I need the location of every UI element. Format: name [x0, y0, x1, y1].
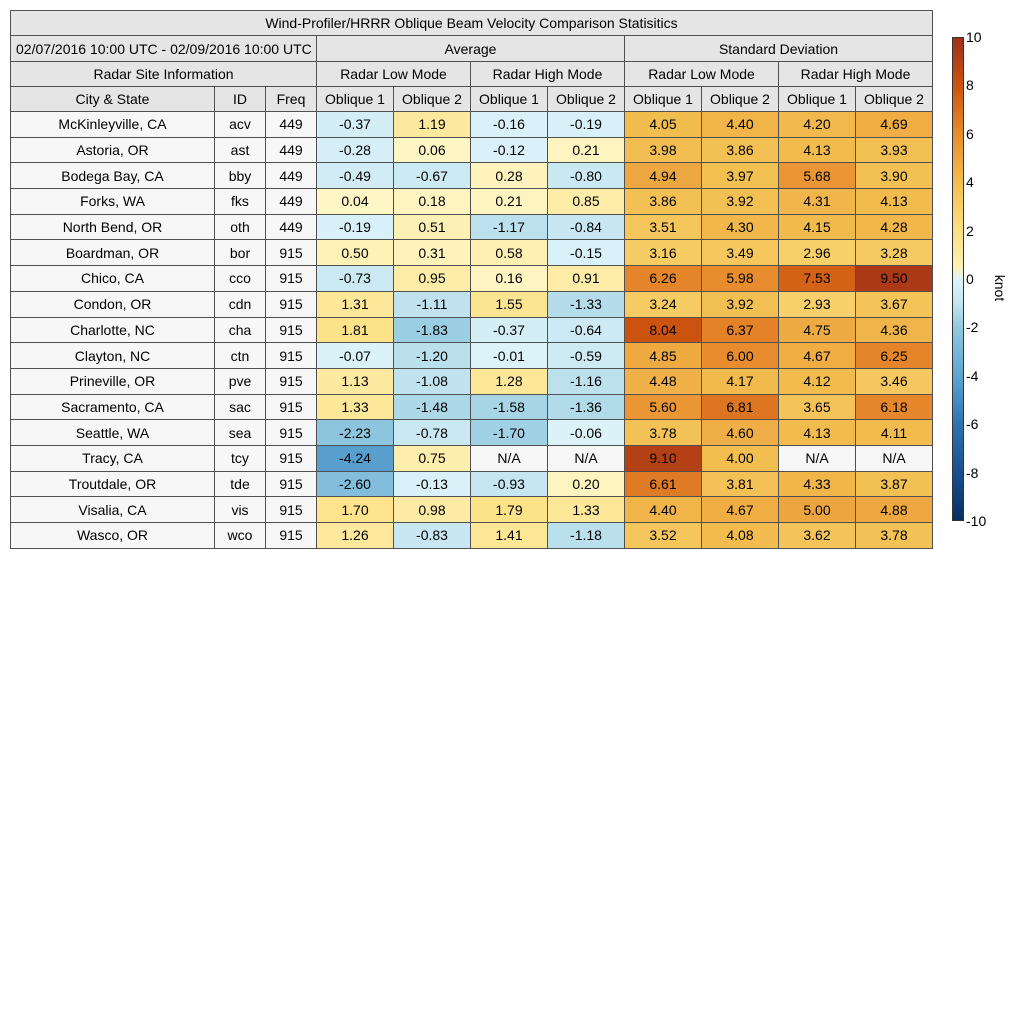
city-cell: Astoria, OR: [11, 137, 215, 163]
colorbar-tick-label: -2: [966, 319, 979, 336]
std-dev-value-cell: 4.40: [625, 497, 702, 523]
average-value-cell: -0.59: [548, 343, 625, 369]
std-dev-value-cell: 3.86: [702, 137, 779, 163]
freq-cell: 915: [266, 420, 317, 446]
column-header-freq: Freq: [266, 87, 317, 112]
column-header-avg-high-oblique-1: Oblique 1: [471, 87, 548, 112]
std-dev-value-cell: N/A: [779, 445, 856, 471]
std-dev-value-cell: 3.92: [702, 189, 779, 215]
city-cell: Condon, OR: [11, 291, 215, 317]
std-dev-value-cell: 2.93: [779, 291, 856, 317]
colorbar-tick-label: 2: [966, 222, 974, 239]
id-cell: ctn: [215, 343, 266, 369]
freq-cell: 915: [266, 317, 317, 343]
id-cell: fks: [215, 189, 266, 215]
std-dev-value-cell: 4.36: [856, 317, 933, 343]
freq-cell: 449: [266, 112, 317, 138]
std-dev-header: Standard Deviation: [625, 36, 933, 62]
average-value-cell: 1.13: [317, 368, 394, 394]
id-cell: sac: [215, 394, 266, 420]
column-header-std-high-oblique-2: Oblique 2: [856, 87, 933, 112]
table-row: [11, 137, 933, 163]
column-header-avg-low-oblique-2: Oblique 2: [394, 87, 471, 112]
average-value-cell: 1.79: [471, 497, 548, 523]
column-header-avg-low-oblique-1: Oblique 1: [317, 87, 394, 112]
std-dev-value-cell: 9.10: [625, 445, 702, 471]
average-value-cell: 0.20: [548, 471, 625, 497]
std-dev-value-cell: 4.00: [702, 445, 779, 471]
city-cell: North Bend, OR: [11, 214, 215, 240]
std-dev-value-cell: 3.78: [856, 523, 933, 549]
std-high-mode-header: Radar High Mode: [779, 62, 933, 87]
average-value-cell: -0.37: [471, 317, 548, 343]
table-row: [11, 471, 933, 497]
std-dev-value-cell: 5.60: [625, 394, 702, 420]
column-header-avg-high-oblique-2: Oblique 2: [548, 87, 625, 112]
std-dev-value-cell: 3.24: [625, 291, 702, 317]
std-dev-value-cell: N/A: [856, 445, 933, 471]
average-value-cell: -0.12: [471, 137, 548, 163]
freq-cell: 915: [266, 471, 317, 497]
std-dev-value-cell: 6.61: [625, 471, 702, 497]
average-value-cell: 1.70: [317, 497, 394, 523]
std-dev-value-cell: 4.12: [779, 368, 856, 394]
average-value-cell: -2.60: [317, 471, 394, 497]
std-dev-value-cell: 3.67: [856, 291, 933, 317]
id-cell: tcy: [215, 445, 266, 471]
std-dev-value-cell: 4.48: [625, 368, 702, 394]
table-row: [11, 523, 933, 549]
freq-cell: 915: [266, 523, 317, 549]
average-value-cell: -0.19: [317, 214, 394, 240]
std-dev-value-cell: 3.62: [779, 523, 856, 549]
std-dev-value-cell: 5.68: [779, 163, 856, 189]
id-cell: pve: [215, 368, 266, 394]
std-dev-value-cell: 4.31: [779, 189, 856, 215]
table-row: [11, 189, 933, 215]
average-value-cell: 0.04: [317, 189, 394, 215]
freq-cell: 449: [266, 189, 317, 215]
average-value-cell: 1.55: [471, 291, 548, 317]
std-dev-value-cell: 3.78: [625, 420, 702, 446]
average-value-cell: -0.93: [471, 471, 548, 497]
colorbar-tick-label: 10: [966, 29, 982, 45]
id-cell: wco: [215, 523, 266, 549]
std-dev-value-cell: 4.33: [779, 471, 856, 497]
table-row: [11, 317, 933, 343]
average-value-cell: -0.84: [548, 214, 625, 240]
std-dev-value-cell: 4.28: [856, 214, 933, 240]
site-info-header: Radar Site Information: [11, 62, 317, 87]
date-range-header: 02/07/2016 10:00 UTC - 02/09/2016 10:00 UTC: [11, 36, 317, 62]
average-value-cell: -0.16: [471, 112, 548, 138]
average-value-cell: -1.83: [394, 317, 471, 343]
average-value-cell: -0.06: [548, 420, 625, 446]
std-low-mode-header: Radar Low Mode: [625, 62, 779, 87]
std-dev-value-cell: 4.13: [779, 420, 856, 446]
average-value-cell: 0.21: [548, 137, 625, 163]
std-dev-value-cell: 7.53: [779, 266, 856, 292]
average-value-cell: -1.18: [548, 523, 625, 549]
table-row: [11, 368, 933, 394]
colorbar-unit-label: knot: [992, 274, 1008, 302]
average-value-cell: -1.16: [548, 368, 625, 394]
std-dev-value-cell: 6.00: [702, 343, 779, 369]
average-value-cell: 0.95: [394, 266, 471, 292]
std-dev-value-cell: 6.81: [702, 394, 779, 420]
std-dev-value-cell: 4.17: [702, 368, 779, 394]
average-value-cell: -1.36: [548, 394, 625, 420]
std-dev-value-cell: 3.87: [856, 471, 933, 497]
column-header-std-low-oblique-2: Oblique 2: [702, 87, 779, 112]
city-cell: McKinleyville, CA: [11, 112, 215, 138]
column-header-id: ID: [215, 87, 266, 112]
average-value-cell: 1.28: [471, 368, 548, 394]
std-dev-value-cell: 4.30: [702, 214, 779, 240]
freq-cell: 449: [266, 163, 317, 189]
average-value-cell: 1.33: [548, 497, 625, 523]
std-dev-value-cell: 5.00: [779, 497, 856, 523]
freq-cell: 915: [266, 368, 317, 394]
average-value-cell: 0.28: [471, 163, 548, 189]
average-value-cell: -1.48: [394, 394, 471, 420]
avg-low-mode-header: Radar Low Mode: [317, 62, 471, 87]
table-row: [11, 163, 933, 189]
average-value-cell: -0.73: [317, 266, 394, 292]
average-value-cell: N/A: [548, 445, 625, 471]
average-value-cell: -0.83: [394, 523, 471, 549]
city-cell: Chico, CA: [11, 266, 215, 292]
id-cell: bby: [215, 163, 266, 189]
average-value-cell: 0.85: [548, 189, 625, 215]
average-value-cell: -0.37: [317, 112, 394, 138]
average-value-cell: 1.31: [317, 291, 394, 317]
average-value-cell: 0.51: [394, 214, 471, 240]
average-value-cell: -1.08: [394, 368, 471, 394]
average-value-cell: 0.18: [394, 189, 471, 215]
table-row: [11, 420, 933, 446]
std-dev-value-cell: 3.93: [856, 137, 933, 163]
table-row: [11, 394, 933, 420]
std-dev-value-cell: 3.98: [625, 137, 702, 163]
std-dev-value-cell: 4.67: [779, 343, 856, 369]
average-value-cell: -1.11: [394, 291, 471, 317]
average-value-cell: -1.58: [471, 394, 548, 420]
id-cell: cco: [215, 266, 266, 292]
table-row: [11, 445, 933, 471]
table-row: [11, 214, 933, 240]
column-header-std-high-oblique-1: Oblique 1: [779, 87, 856, 112]
std-dev-value-cell: 4.40: [702, 112, 779, 138]
average-value-cell: -0.64: [548, 317, 625, 343]
freq-cell: 915: [266, 445, 317, 471]
city-cell: Seattle, WA: [11, 420, 215, 446]
average-value-cell: -0.28: [317, 137, 394, 163]
average-value-cell: 0.50: [317, 240, 394, 266]
average-value-cell: 1.19: [394, 112, 471, 138]
std-dev-value-cell: 4.85: [625, 343, 702, 369]
std-dev-value-cell: 6.26: [625, 266, 702, 292]
colorbar-tick-label: 6: [966, 125, 974, 142]
std-dev-value-cell: 4.69: [856, 112, 933, 138]
city-cell: Wasco, OR: [11, 523, 215, 549]
colorbar-tick-label: 8: [966, 77, 974, 94]
average-value-cell: -0.15: [548, 240, 625, 266]
std-dev-value-cell: 3.49: [702, 240, 779, 266]
std-dev-value-cell: 4.15: [779, 214, 856, 240]
id-cell: acv: [215, 112, 266, 138]
std-dev-value-cell: 2.96: [779, 240, 856, 266]
average-value-cell: -0.13: [394, 471, 471, 497]
colorbar-tick-label: -8: [966, 464, 979, 481]
freq-cell: 915: [266, 291, 317, 317]
average-value-cell: -1.17: [471, 214, 548, 240]
std-dev-value-cell: 3.65: [779, 394, 856, 420]
std-dev-value-cell: 3.86: [625, 189, 702, 215]
std-dev-value-cell: 3.92: [702, 291, 779, 317]
std-dev-value-cell: 4.94: [625, 163, 702, 189]
average-value-cell: -0.01: [471, 343, 548, 369]
colorbar-tick-label: 4: [966, 174, 974, 191]
freq-cell: 915: [266, 343, 317, 369]
city-cell: Charlotte, NC: [11, 317, 215, 343]
freq-cell: 449: [266, 214, 317, 240]
table-row: [11, 240, 933, 266]
id-cell: cha: [215, 317, 266, 343]
id-cell: ast: [215, 137, 266, 163]
std-dev-value-cell: 4.08: [702, 523, 779, 549]
table-row: [11, 266, 933, 292]
average-value-cell: 1.41: [471, 523, 548, 549]
city-cell: Tracy, CA: [11, 445, 215, 471]
colorbar-tick-label: -4: [966, 367, 979, 384]
std-dev-value-cell: 6.18: [856, 394, 933, 420]
average-value-cell: 0.06: [394, 137, 471, 163]
average-value-cell: 0.75: [394, 445, 471, 471]
std-dev-value-cell: 4.13: [779, 137, 856, 163]
city-cell: Visalia, CA: [11, 497, 215, 523]
city-cell: Bodega Bay, CA: [11, 163, 215, 189]
std-dev-value-cell: 4.13: [856, 189, 933, 215]
column-header-std-low-oblique-1: Oblique 1: [625, 87, 702, 112]
freq-cell: 915: [266, 497, 317, 523]
std-dev-value-cell: 3.52: [625, 523, 702, 549]
table-row: [11, 343, 933, 369]
table-row: [11, 112, 933, 138]
std-dev-value-cell: 4.67: [702, 497, 779, 523]
average-value-cell: 0.58: [471, 240, 548, 266]
std-dev-value-cell: 4.88: [856, 497, 933, 523]
std-dev-value-cell: 3.81: [702, 471, 779, 497]
average-value-cell: 0.31: [394, 240, 471, 266]
std-dev-value-cell: 4.05: [625, 112, 702, 138]
freq-cell: 449: [266, 137, 317, 163]
colorbar-tick-label: -6: [966, 416, 979, 433]
std-dev-value-cell: 4.60: [702, 420, 779, 446]
std-dev-value-cell: 3.51: [625, 214, 702, 240]
std-dev-value-cell: 9.50: [856, 266, 933, 292]
average-value-cell: -0.49: [317, 163, 394, 189]
average-value-cell: -1.20: [394, 343, 471, 369]
std-dev-value-cell: 3.90: [856, 163, 933, 189]
table-title: Wind-Profiler/HRRR Oblique Beam Velocity Comparison Statisitics: [11, 11, 933, 36]
average-value-cell: 0.91: [548, 266, 625, 292]
average-value-cell: -4.24: [317, 445, 394, 471]
city-cell: Clayton, NC: [11, 343, 215, 369]
std-dev-value-cell: 4.11: [856, 420, 933, 446]
average-value-cell: -0.78: [394, 420, 471, 446]
std-dev-value-cell: 3.28: [856, 240, 933, 266]
colorbar-tick-label: 0: [966, 271, 974, 287]
colorbar: [952, 37, 964, 521]
average-header: Average: [317, 36, 625, 62]
average-value-cell: -1.33: [548, 291, 625, 317]
average-value-cell: -0.80: [548, 163, 625, 189]
id-cell: tde: [215, 471, 266, 497]
std-dev-value-cell: 6.37: [702, 317, 779, 343]
city-cell: Prineville, OR: [11, 368, 215, 394]
average-value-cell: -1.70: [471, 420, 548, 446]
average-value-cell: 0.21: [471, 189, 548, 215]
std-dev-value-cell: 6.25: [856, 343, 933, 369]
id-cell: bor: [215, 240, 266, 266]
std-dev-value-cell: 8.04: [625, 317, 702, 343]
std-dev-value-cell: 3.46: [856, 368, 933, 394]
table-row: [11, 497, 933, 523]
freq-cell: 915: [266, 240, 317, 266]
average-value-cell: -0.07: [317, 343, 394, 369]
id-cell: sea: [215, 420, 266, 446]
column-header-city: City & State: [11, 87, 215, 112]
std-dev-value-cell: 4.20: [779, 112, 856, 138]
freq-cell: 915: [266, 266, 317, 292]
statistics-table: [10, 10, 933, 549]
city-cell: Forks, WA: [11, 189, 215, 215]
avg-high-mode-header: Radar High Mode: [471, 62, 625, 87]
average-value-cell: 1.26: [317, 523, 394, 549]
city-cell: Boardman, OR: [11, 240, 215, 266]
average-value-cell: N/A: [471, 445, 548, 471]
id-cell: cdn: [215, 291, 266, 317]
average-value-cell: 1.33: [317, 394, 394, 420]
freq-cell: 915: [266, 394, 317, 420]
std-dev-value-cell: 3.97: [702, 163, 779, 189]
std-dev-value-cell: 4.75: [779, 317, 856, 343]
city-cell: Troutdale, OR: [11, 471, 215, 497]
id-cell: vis: [215, 497, 266, 523]
std-dev-value-cell: 5.98: [702, 266, 779, 292]
table-row: [11, 291, 933, 317]
id-cell: oth: [215, 214, 266, 240]
average-value-cell: -0.67: [394, 163, 471, 189]
average-value-cell: -0.19: [548, 112, 625, 138]
average-value-cell: 0.98: [394, 497, 471, 523]
city-cell: Sacramento, CA: [11, 394, 215, 420]
std-dev-value-cell: 3.16: [625, 240, 702, 266]
average-value-cell: 1.81: [317, 317, 394, 343]
colorbar-tick-label: -10: [966, 513, 987, 529]
average-value-cell: -2.23: [317, 420, 394, 446]
average-value-cell: 0.16: [471, 266, 548, 292]
